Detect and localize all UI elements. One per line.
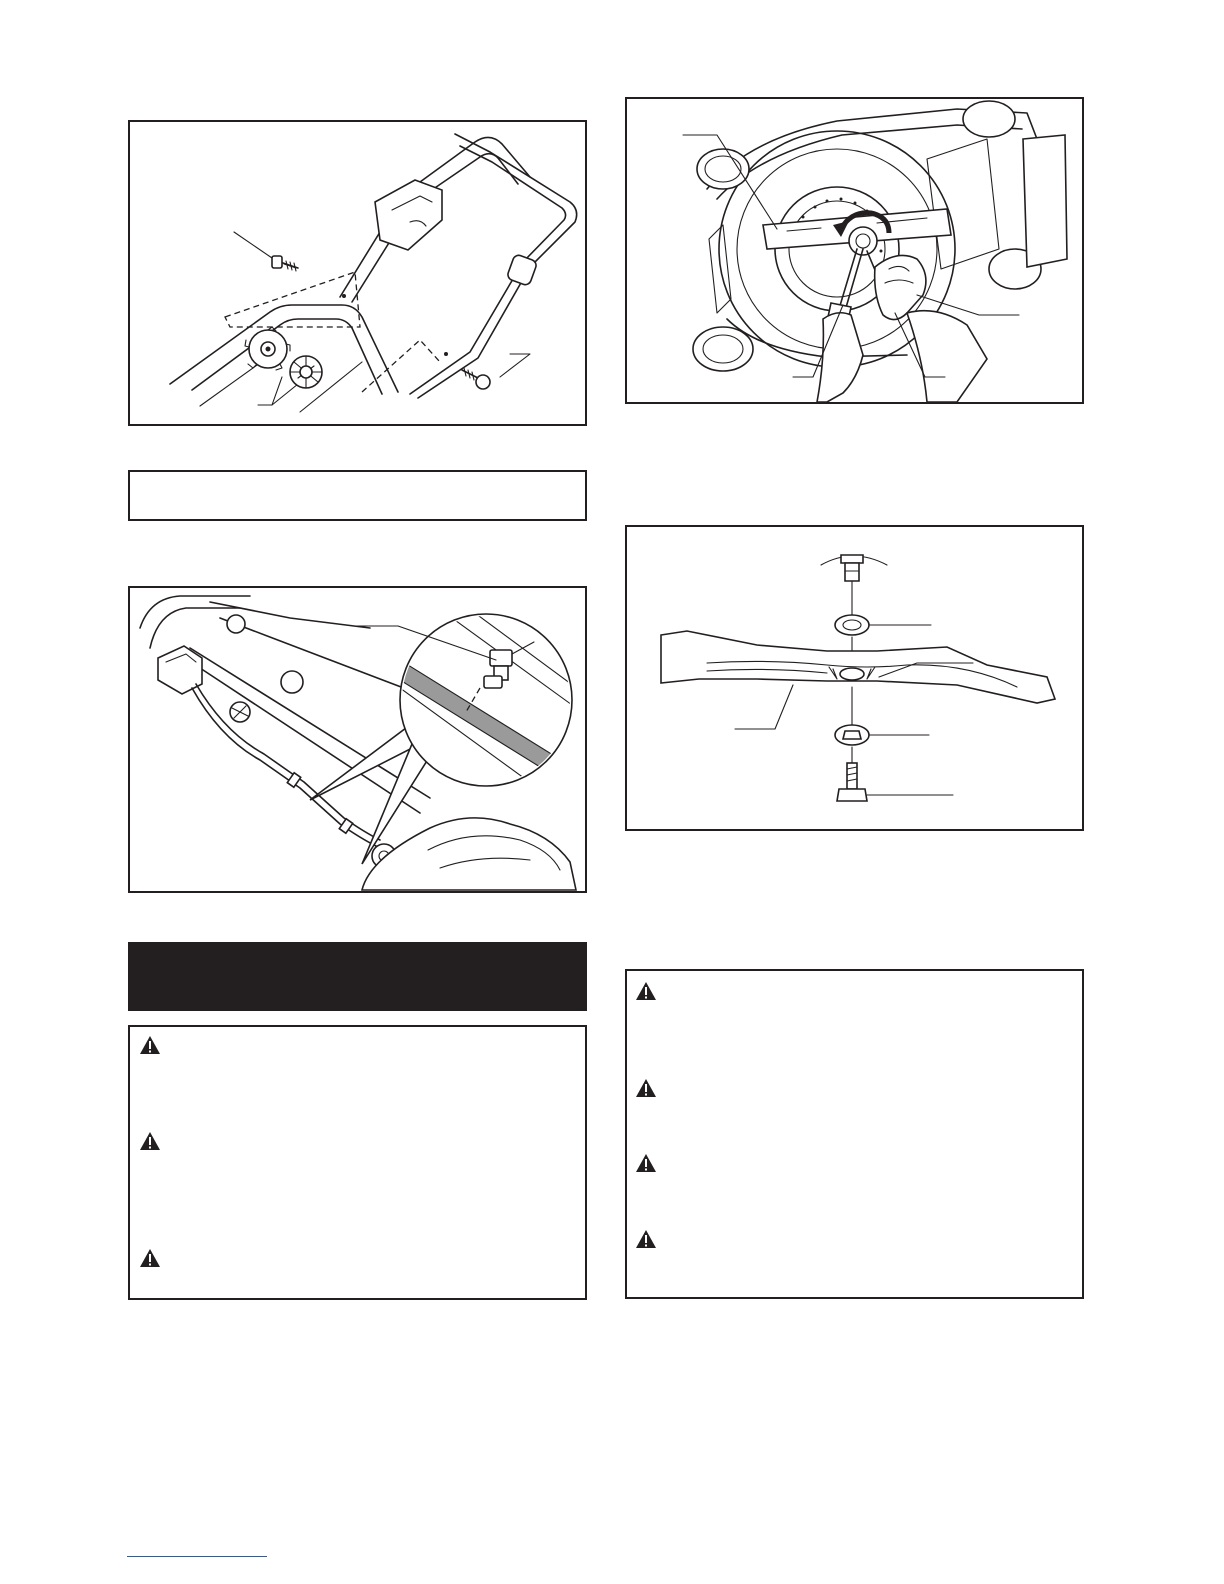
warning-triangle-icon: [635, 1078, 657, 1098]
handle-assembly-illustration: [130, 122, 585, 424]
bolt-upper: [272, 256, 298, 271]
section-banner: [128, 942, 587, 1011]
warning-triangle-icon: [139, 1248, 161, 1268]
warning-triangle-icon: [635, 1153, 657, 1173]
blade-removal-illustration: [627, 99, 1082, 402]
knob-left: [245, 327, 290, 370]
figure-blade-removal: [625, 97, 1084, 404]
cord-hook-illustration: [130, 588, 585, 891]
footer-link-underline[interactable]: [127, 1556, 267, 1557]
note-box: [128, 470, 587, 521]
figure-handle-assembly: [128, 120, 587, 426]
figure-cord-hook: [128, 586, 587, 893]
figure-blade-exploded: [625, 525, 1084, 831]
knob-right: [290, 356, 322, 388]
blade-exploded-illustration: [627, 527, 1082, 829]
warning-triangle-icon: [635, 1229, 657, 1249]
warning-box-right: [625, 969, 1084, 1299]
warning-box-left: [128, 1025, 587, 1300]
warning-triangle-icon: [139, 1035, 161, 1055]
bolt-lower: [462, 368, 490, 389]
warning-triangle-icon: [635, 981, 657, 1001]
warning-triangle-icon: [139, 1131, 161, 1151]
